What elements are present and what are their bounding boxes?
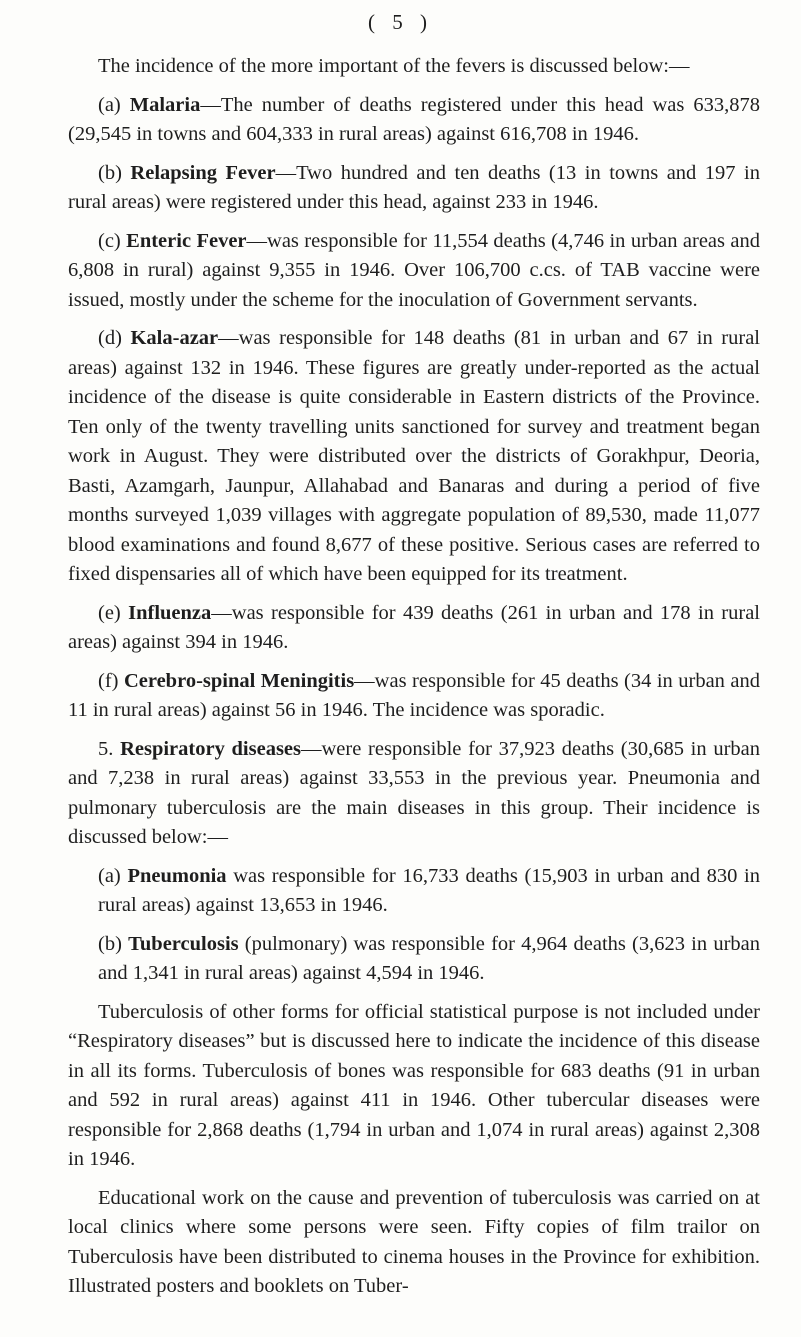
item-text: was responsible for 16,733 deaths (15,903 in urban and 830 in rural areas) against 13,653 in 1946. [98,864,760,916]
paragraph-malaria [68,91,760,150]
item-heading: Enteric Fever [126,229,247,252]
item-label: (c) [98,229,127,252]
paragraph-enteric-fever [68,227,760,316]
item-text: —was responsible for 439 deaths (261 in urban and 178 in rural areas) against 394 in 1946. [68,601,760,653]
item-label: (f) [98,669,124,692]
paragraph-meningitis [68,667,760,726]
intro-paragraph: The incidence of the more important of the fevers is discussed below:— [98,55,690,77]
item-text: —was responsible for 148 deaths (81 in urban and 67 in rural areas) against 132 in 1946. These figures are greatly under-reported as the actual incidence of the disease is quite considerable in Eastern districts of the Province. Ten only of the twenty travelling units sanctioned for survey and treatment began work in August. They were distributed over the districts of Gorakhpur, Deoria, Basti, Azamgarh, Jaunpur, Allahabad and Banaras and during a period of five months surveyed 1,039 villages with aggregate population of 89,530, made 11,077 blood examinations and found 8,677 of these positive. Serious cases are referred to fixed dispensaries all of which have been equipped for its treatment. [68,327,760,585]
item-heading: Relapsing Fever [130,161,276,184]
item-label: (d) [98,327,131,349]
item-heading: Kala-azar [130,327,219,349]
item-text: —The number of deaths registered under this head was 633,878 (29,545 in towns and 604,333 in rural areas) against 616,708 in 1946. [68,93,760,145]
page-number: ( 5 ) [368,10,433,34]
item-heading: Cerebro-spinal Meningitis [123,669,355,692]
section-text: —were responsible for 37,923 deaths (30,685 in urban and 7,238 in rural areas) against 33,553 in the previous year. Pneumonia and pulmonary tuberculosis are the main diseases in this group. Their incidence is discussed below:— [68,737,760,848]
paragraph-pneumonia [68,862,760,921]
item-text: —was responsible for 45 deaths (34 in urban and 11 in rural areas) against 56 in 1946. The incidence was sporadic. [68,669,760,721]
item-label: (b) [98,932,129,955]
paragraph-respiratory [68,735,760,853]
item-heading: Pneumonia [127,864,227,887]
item-heading: Tuberculosis [128,932,239,955]
item-label: (e) [98,601,129,624]
paragraph-tb-other-forms: Tuberculosis of other forms for official statistical purpose is not included under “Respiratory diseases” but is discussed here to indicate the incidence of this disease in all its forms. Tuberculosis of bones was responsible for 683 deaths (91 in urban and 592 in rural areas) against 411 in 1946. Other tubercular diseases were responsible for 2,868 deaths (1,794 in urban and 1,074 in rural areas) against 2,308 in 1946. [68,1000,760,1170]
item-heading: Malaria [129,93,201,116]
item-label: (b) [98,161,131,184]
paragraph-influenza [68,599,760,658]
paragraph-tuberculosis [68,930,760,989]
paragraph-kala-azar [68,324,760,590]
body-text [68,52,760,1311]
item-text: (pulmonary) was responsible for 4,964 deaths (3,623 in urban and 1,341 in rural areas) against 4,594 in 1946. [98,932,760,984]
paragraph-educational-work: Educational work on the cause and prevention of tuberculosis was carried on at local clinics where some persons were seen. Fifty copies of film trailor on Tuberculosis have been distributed to cinema houses in the Province for exhibition. Illustrated posters and booklets on Tuber- [68,1186,760,1297]
item-label: (a) [98,93,130,116]
section-label: 5. [98,737,121,760]
paragraph-relapsing-fever [68,159,760,218]
item-heading: Influenza [128,601,212,624]
section-heading: Respiratory diseases [120,737,301,760]
item-text: —was responsible for 11,554 deaths (4,746 in urban areas and 6,808 in rural) against 9,355 in 1946. Over 106,700 c.cs. of TAB vaccine were issued, mostly under the scheme for the inoculation of Government servants. [68,229,760,311]
item-text: —Two hundred and ten deaths (13 in towns and 197 in rural areas) were registered under this head, against 233 in 1946. [68,161,760,213]
item-label: (a) [98,864,128,887]
